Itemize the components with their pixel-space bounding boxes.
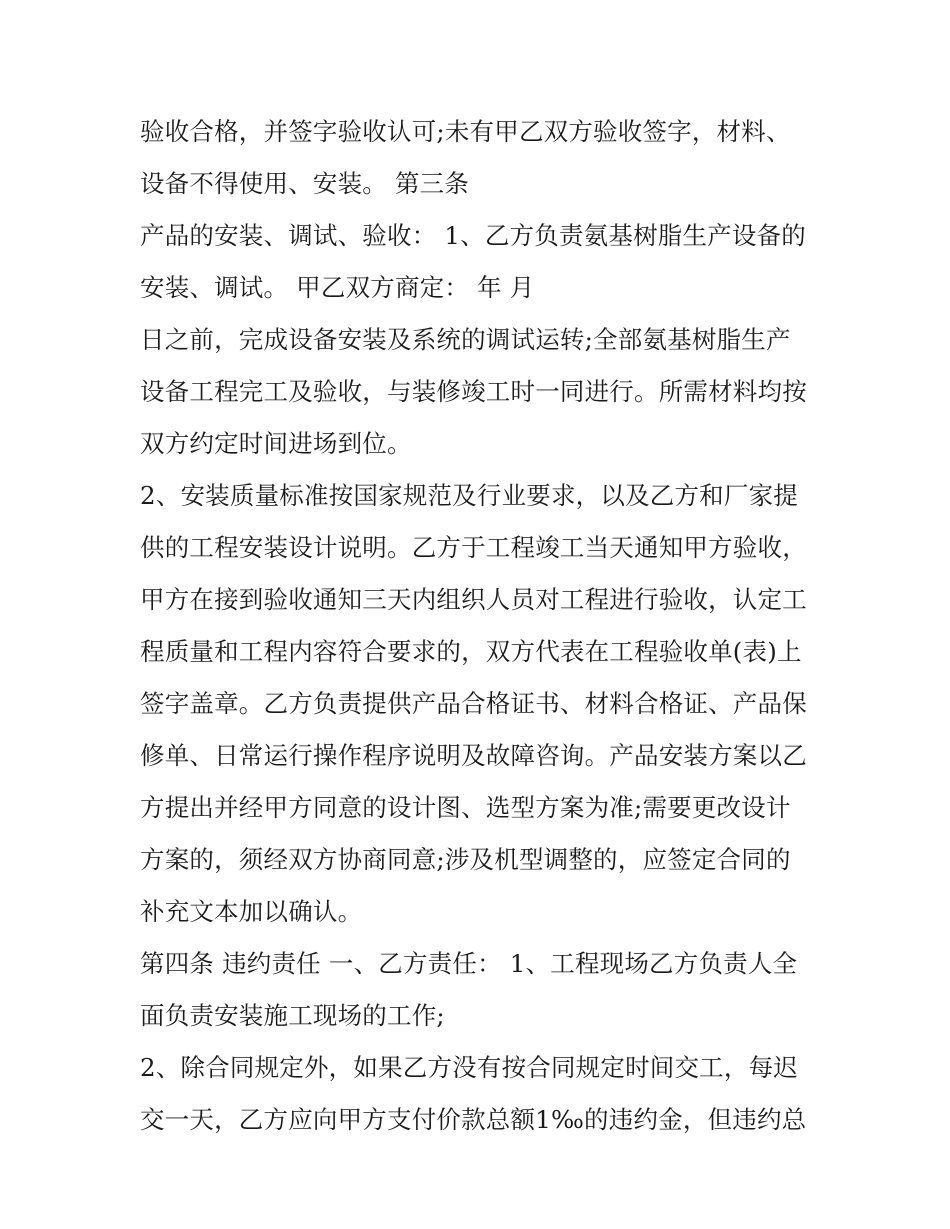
text-line: 设备工程完工及验收，与装修竣工时一同进行。所需材料均按 xyxy=(140,377,807,406)
text-line: 2、除合同规定外，如果乙方没有按合同规定时间交工，每迟 xyxy=(140,1053,798,1082)
document-body xyxy=(140,108,830,1144)
text-line: 签字盖章。乙方负责提供产品合格证书、材料合格证、产品保 xyxy=(140,689,807,718)
text-line: 方案的，须经双方协商同意;涉及机型调整的，应签定合同的 xyxy=(140,845,791,874)
text-line: 甲方在接到验收通知三天内组织人员对工程进行验收，认定工 xyxy=(140,585,807,614)
text-line: 程质量和工程内容符合要求的，双方代表在工程验收单(表)上 xyxy=(140,637,802,666)
text-line: 方提出并经甲方同意的设计图、选型方案为准;需要更改设计 xyxy=(140,793,791,822)
text-line: 产品的安装、调试、验收： 1、乙方负责氨基树脂生产设备的 xyxy=(140,221,806,250)
text-line: 修单、日常运行操作程序说明及故障咨询。产品安装方案以乙 xyxy=(140,741,807,770)
text-line: 2、安装质量标准按国家规范及行业要求，以及乙方和厂家提 xyxy=(140,481,798,510)
text-line: 交一天，乙方应向甲方支付价款总额1‰的违约金，但违约总 xyxy=(140,1105,807,1134)
text-line: 双方约定时间进场到位。 xyxy=(140,429,412,458)
text-line: 供的工程安装设计说明。乙方于工程竣工当天通知甲方验收， xyxy=(140,533,807,562)
text-line: 第四条 违约责任 一、乙方责任： 1、工程现场乙方负责人全 xyxy=(140,949,798,978)
text-line: 安装、调试。 甲乙双方商定： 年 月 xyxy=(140,273,535,302)
text-line: 验收合格，并签字验收认可;未有甲乙双方验收签字，材料、 xyxy=(140,117,791,146)
text-line: 日之前，完成设备安装及系统的调试运转;全部氨基树脂生产 xyxy=(140,325,791,354)
text-line: 面负责安装施工现场的工作; xyxy=(140,1001,445,1030)
text-line: 设备不得使用、安装。 第三条 xyxy=(140,169,470,198)
text-line: 补充文本加以确认。 xyxy=(140,897,363,926)
